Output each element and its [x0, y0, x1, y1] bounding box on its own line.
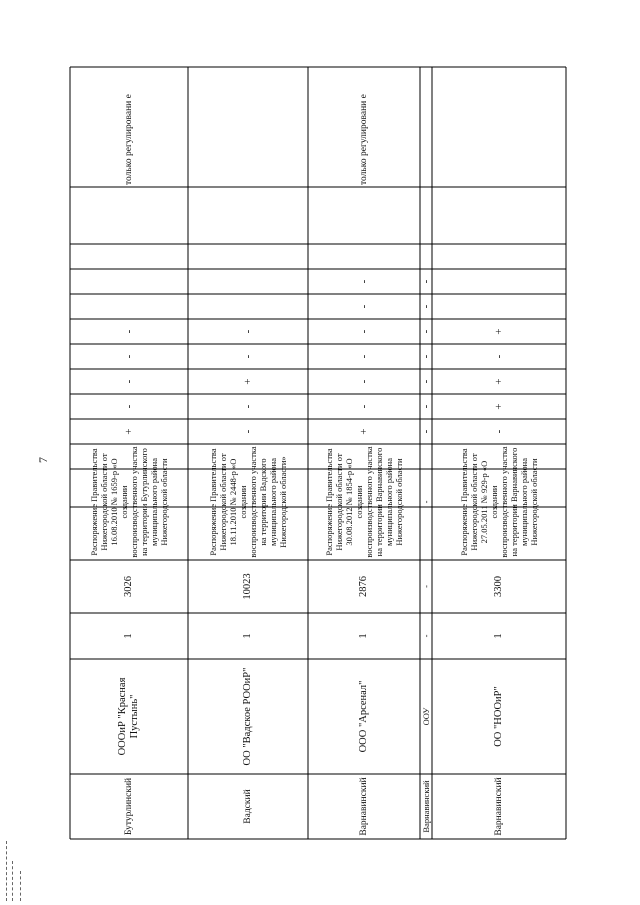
mark-cell: -	[419, 329, 432, 334]
mark-cell	[70, 244, 188, 269]
mark-cell: -	[122, 379, 135, 384]
mark-cell	[70, 294, 188, 319]
mark-cell: -	[357, 404, 370, 409]
organization-cell: ООО "Арсенал"	[358, 680, 369, 753]
mark-cell	[70, 194, 188, 219]
document-cell: Распоряжение Правительства Нижегородской области от 27.05.2011 № 929-р «О создании воспроизводственного участка на территории Варнавинского муниципального района Нижегородской области	[459, 446, 539, 558]
document-cell: Распоряжение Правительства Нижегородской области от 18.11.2010 № 2448-р «О создании воспроизводственного участка на территории Вадского муниципального района Нижегородской области»	[208, 446, 288, 558]
mark-cell: -	[419, 404, 432, 409]
area-cell: 10023	[242, 573, 253, 600]
page-number: 7	[36, 457, 50, 463]
mark-cell: +	[492, 328, 505, 335]
mark-cell: -	[357, 279, 370, 284]
mark-cell	[188, 294, 308, 319]
note-cell: только регулировани е	[123, 94, 134, 185]
mark-cell	[432, 269, 566, 294]
district-cell: Варнавинский	[421, 780, 431, 833]
mark-cell: +	[492, 378, 505, 385]
scan-edge-dash	[6, 841, 7, 901]
mark-cell	[70, 219, 188, 244]
mark-cell	[308, 244, 420, 269]
mark-cell	[70, 269, 188, 294]
mark-cell: +	[122, 428, 135, 435]
count-cell: 1	[123, 633, 134, 639]
mark-cell	[188, 269, 308, 294]
count-cell: -	[421, 634, 431, 638]
count-cell: 1	[493, 633, 504, 639]
area-cell: 3026	[123, 576, 134, 597]
area-cell: -	[421, 585, 431, 588]
count-cell: 1	[358, 633, 369, 639]
mark-cell: -	[357, 379, 370, 384]
mark-cell	[432, 219, 566, 244]
mark-cell: -	[241, 404, 254, 409]
mark-cell: -	[241, 429, 254, 434]
mark-cell	[188, 219, 308, 244]
mark-cell: -	[122, 404, 135, 409]
mark-cell: +	[492, 403, 505, 410]
mark-cell: -	[492, 354, 505, 359]
note-cell	[420, 67, 432, 187]
mark-cell: -	[357, 329, 370, 334]
document-cell: Распоряжение Правительства Нижегородской области от 16.08.2010 № 1659-р «О создании воспроизводственного участка на территории Бутурлинского муниципального района Нижегородской области	[89, 446, 169, 558]
mark-cell	[420, 194, 432, 219]
scan-edge-dash	[20, 871, 21, 901]
mark-cell: -	[419, 279, 432, 284]
mark-cell	[420, 219, 432, 244]
mark-cell: +	[241, 378, 254, 385]
organization-cell: ОООиР "Красная Пустынь"	[117, 677, 140, 756]
mark-cell: +	[357, 428, 370, 435]
mark-cell: -	[241, 354, 254, 359]
mark-cell: -	[357, 304, 370, 309]
mark-cell	[308, 219, 420, 244]
area-cell: 3300	[493, 576, 504, 597]
organization-cell: ООУ	[421, 707, 431, 726]
mark-cell	[432, 244, 566, 269]
district-cell: Вадский	[242, 789, 253, 824]
mark-cell	[188, 194, 308, 219]
mark-cell: -	[419, 379, 432, 384]
mark-cell: -	[419, 429, 432, 434]
district-cell: Варнавинский	[493, 777, 504, 836]
mark-cell	[432, 294, 566, 319]
note-cell	[432, 67, 566, 187]
mark-cell: -	[492, 429, 505, 434]
district-cell: Варнавинский	[358, 777, 369, 836]
mark-cell	[188, 244, 308, 269]
mark-cell	[308, 194, 420, 219]
organization-cell: ОО "НООиР"	[493, 686, 504, 747]
scan-edge-dash	[12, 861, 13, 901]
mark-cell: -	[357, 354, 370, 359]
note-cell	[188, 67, 308, 187]
mark-cell: -	[419, 354, 432, 359]
document-cell: Распоряжение Правительства Нижегородской области от 30.08.2012 № 1854-р «О создании воспроизводственного участка на территории Варнавинского муниципального района Нижегородской области	[324, 446, 404, 558]
mark-cell: -	[419, 304, 432, 309]
mark-cell: -	[122, 354, 135, 359]
count-cell: 1	[242, 633, 253, 639]
organization-cell: ОО "Вадское РООиР"	[242, 667, 253, 766]
area-cell: 2876	[358, 576, 369, 597]
mark-cell	[420, 244, 432, 269]
note-cell: только регулировани е	[358, 94, 369, 185]
district-cell: Бутурлинский	[123, 777, 134, 836]
mark-cell: -	[241, 329, 254, 334]
document-cell: -	[421, 500, 431, 504]
mark-cell: -	[122, 329, 135, 334]
mark-cell	[432, 194, 566, 219]
